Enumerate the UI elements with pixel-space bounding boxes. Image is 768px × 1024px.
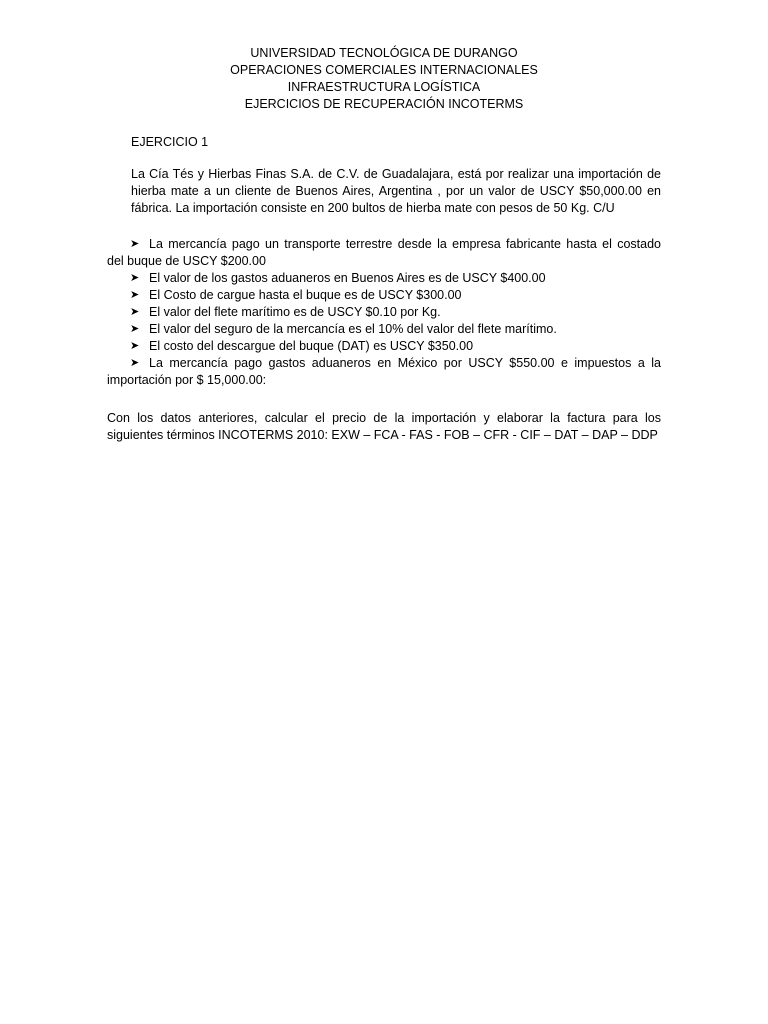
bullet-text: El valor del seguro de la mercancía es el 10% del valor del flete marítimo. — [149, 322, 557, 336]
subject-name: INFRAESTRUCTURA LOGÍSTICA — [287, 80, 481, 94]
list-item — [107, 304, 661, 321]
list-item — [107, 321, 661, 338]
exercise-intro — [131, 166, 661, 217]
exercise-title: EJERCICIO 1 — [131, 135, 209, 149]
bullet-text: El valor del flete marítimo es de USCY $0.10 por Kg. — [149, 305, 441, 319]
arrow-bullet-icon: ➤ — [130, 289, 140, 301]
bullet-text: El Costo de cargue hasta el buque es de USCY $300.00 — [149, 288, 462, 302]
intro-line: fábrica. La importación consiste en 200 bultos de hierba mate con pesos de 50 Kg. C/U — [131, 201, 615, 215]
arrow-bullet-icon: ➤ — [130, 357, 140, 369]
list-item — [107, 287, 661, 304]
arrow-bullet-icon: ➤ — [130, 323, 140, 335]
university-name: UNIVERSIDAD TECNOLÓGICA DE DURANGO — [250, 46, 518, 60]
arrow-bullet-icon: ➤ — [130, 272, 140, 284]
document-title: EJERCICIOS DE RECUPERACIÓN INCOTERMS — [244, 97, 524, 111]
bullet-list — [107, 236, 661, 389]
bullet-text: La mercancía pago un transporte terrestre desde la empresa fabricante hasta el costado — [149, 237, 661, 251]
intro-line: La Cía Tés y Hierbas Finas S.A. de C.V. de Guadalajara, está por realizar una importación de — [131, 167, 661, 181]
intro-line: hierba mate a un cliente de Buenos Aires, Argentina , por un valor de USCY $50,000.00 en — [131, 184, 661, 198]
exercise-instructions — [107, 410, 661, 444]
list-item — [107, 236, 661, 270]
arrow-bullet-icon: ➤ — [130, 306, 140, 318]
arrow-bullet-icon: ➤ — [130, 340, 140, 352]
document-header — [0, 45, 768, 113]
course-name: OPERACIONES COMERCIALES INTERNACIONALES — [230, 63, 538, 77]
instructions-line: Con los datos anteriores, calcular el precio de la importación y elaborar la factura para los — [107, 411, 661, 425]
list-item — [107, 355, 661, 389]
bullet-text: El costo del descargue del buque (DAT) es USCY $350.00 — [149, 339, 474, 353]
bullet-continuation: importación por $ 15,000.00: — [107, 373, 267, 387]
bullet-continuation: del buque de USCY $200.00 — [107, 254, 266, 268]
bullet-text: El valor de los gastos aduaneros en Buenos Aires es de USCY $400.00 — [149, 271, 546, 285]
list-item — [107, 338, 661, 355]
bullet-text: La mercancía pago gastos aduaneros en México por USCY $550.00 e impuestos a la — [149, 356, 661, 370]
instructions-line: siguientes términos INCOTERMS 2010: EXW – FCA - FAS - FOB – CFR - CIF – DAT – DAP – DDP — [107, 428, 658, 442]
list-item — [107, 270, 661, 287]
arrow-bullet-icon: ➤ — [130, 238, 140, 250]
